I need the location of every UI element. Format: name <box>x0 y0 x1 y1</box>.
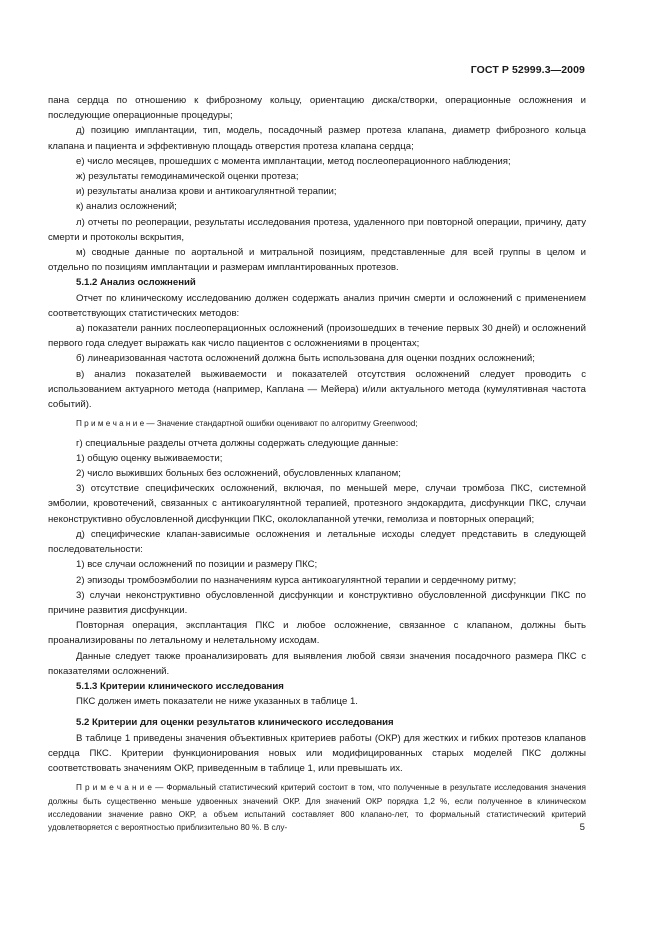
document-code: ГОСТ Р 52999.3—2009 <box>470 64 585 76</box>
list-item: г) специальные разделы отчета должны содержать следующие данные: <box>76 437 399 449</box>
paragraph: Повторная операция, эксплантация ПКС и любое осложнение, связанное с клапаном, должны быть проанализированы по летальному и нелетальному исходам. <box>48 620 586 647</box>
paragraph: В таблице 1 приведены значения объективных критериев работы (ОКР) для жестких и гибких протезов клапанов сердца ПКС. Критерии функционирования новых или модифицированных старых моделей ПКС должны соответствовать значениям ОКР, приведенным в таблице 1, или превышать их. <box>48 732 586 774</box>
note-label: П р и м е ч а н и е <box>76 783 152 793</box>
list-item: 2) эпизоды тромбоэмболии по назначениям курса антикоагулянтной терапии и сердечному ритму; <box>76 574 517 586</box>
list-item: и) результаты анализа крови и антикоагулянтной терапии; <box>76 186 337 198</box>
list-item: а) показатели ранних послеоперационных осложнений (произошедших в течение первых 30 дней) и осложнений первого года следует выражать как число пациентов с осложнениями в процентах; <box>48 323 586 350</box>
list-item: д) специфические клапан-зависимые осложнения и летальные исходы следует представить в следующей последовательности: <box>48 528 586 556</box>
paragraph: Отчет по клиническому исследованию должен содержать анализ причин смерти и осложнений с применением соответствующих статистических методов: <box>48 292 586 319</box>
list-item: к) анализ осложнений; <box>76 201 177 213</box>
paragraph: пана сердца по отношению к фиброзному кольцу, ориентацию диска/створки, операционные осложнения и последующие операционные процедуры; <box>48 95 586 122</box>
section-heading-5-1-2: 5.1.2 Анализ осложнений <box>76 277 196 289</box>
note-text: — Формальный статистический критерий состоит в том, что полученные в результате исследования значения должны быть существенно меньше удвоенных значений ОКР. Для значений ОКР порядка 1,2 %, если полученное в клиническом исследовании значение равно ОКР, а объем испытаний составляет 800 клапано-лет, то формальный статистический критерий удовлетворяется с вероятностью приблизительно 80 %. В слу- <box>48 783 586 833</box>
list-item: 2) число выживших больных без осложнений, обусловленных клапаном; <box>76 468 401 480</box>
note <box>48 417 586 430</box>
paragraph: Данные следует также проанализировать для выявления любой связи значения посадочного размера ПКС с показателями осложнений. <box>48 650 586 677</box>
paragraph: ПКС должен иметь показатели не ниже указанных в таблице 1. <box>76 696 358 708</box>
list-item: л) отчеты по реоперации, результаты исследования протеза, удаленного при повторной операции, причину, дату смерти и протоколы вскрытия, <box>48 216 586 243</box>
list-item: б) линеаризованная частота осложнений должна быть использована для оценки поздних осложнений; <box>76 353 535 365</box>
list-item: м) сводные данные по аортальной и митральной позициям, представленные для всей группы в целом и отдельно по позициям имплантации и размерам имплантированных протезов. <box>48 247 586 274</box>
page-body <box>48 93 586 835</box>
note-text: — Значение стандартной ошибки оценивают по алгоритму Greenwood; <box>144 419 418 429</box>
list-item: д) позицию имплантации, тип, модель, посадочный размер протеза клапана, диаметр фиброзного кольца клапана и пациента и эффективную площадь отверстия протеза клапана сердца; <box>48 125 586 152</box>
section-heading-5-1-3: 5.1.3 Критерии клинического исследования <box>76 680 284 692</box>
list-item: е) число месяцев, прошедших с момента имплантации, метод послеоперационного наблюдения; <box>76 155 511 167</box>
note-label: П р и м е ч а н и е <box>76 419 145 429</box>
page-number: 5 <box>579 822 585 833</box>
section-heading-5-2: 5.2 Критерии для оценки результатов клинического исследования <box>76 717 394 729</box>
list-item: 3) отсутствие специфических осложнений, включая, по меньшей мере, случаи тромбоза ПКС, системной эмболии, кровотечений, связанных с антикоагулянтной терапией, протезного эндокардита, дисфункции ПКС, случаи неконструктивно обусловленной дисфункции ПКС, околоклапанной утечки, гемолиза и повторных операций; <box>48 483 586 525</box>
list-item: 1) все случаи осложнений по позиции и размеру ПКС; <box>76 559 318 571</box>
list-item: 1) общую оценку выживаемости; <box>76 452 223 464</box>
list-item: ж) результаты гемодинамической оценки протеза; <box>76 171 299 183</box>
list-item: в) анализ показателей выживаемости и показателей отсутствия осложнений следует проводить с использованием актуарного метода (например, Каплана — Мейера) и/или актуального метода (кумулятивная частота событий). <box>48 368 586 411</box>
note <box>48 781 586 835</box>
list-item: 3) случаи неконструктивно обусловленной дисфункции и конструктивно обусловленной дисфункции ПКС по причине развития дисфункции. <box>48 589 586 616</box>
